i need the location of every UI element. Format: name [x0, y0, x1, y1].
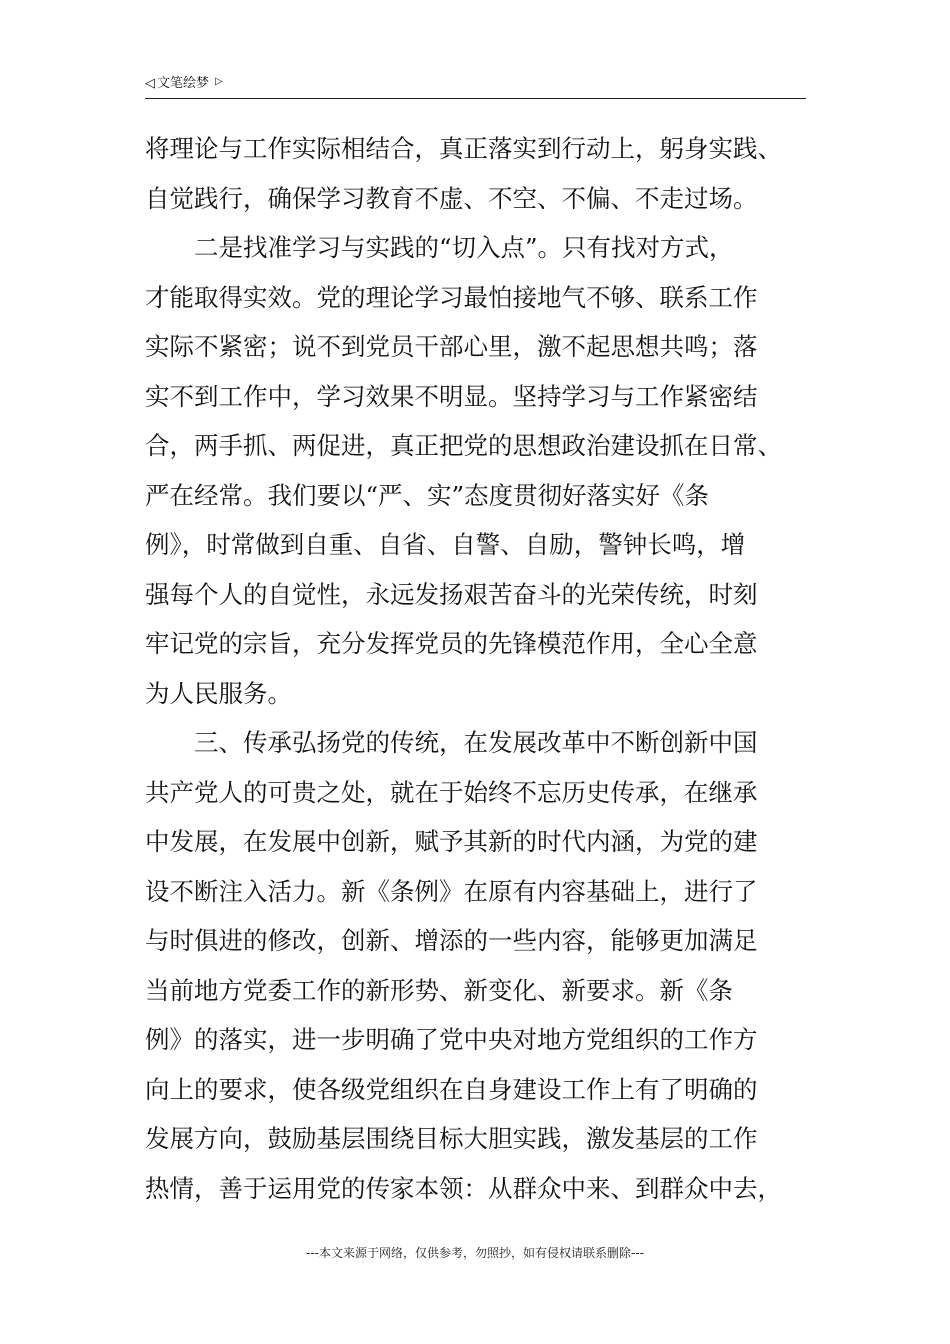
text-line: 严在经常。我们要以“严、实”态度贯彻好落实好《条	[145, 480, 710, 510]
text-line: 才能取得实效。党的理论学习最怕接地气不够、联系工作	[145, 282, 758, 312]
page-header	[145, 74, 806, 99]
text-line: 例》的落实，进一步明确了党中央对地方党组织的工作方	[145, 1025, 758, 1054]
text-line: 二是找准学习与实践的“切入点”。只有找对方式，	[145, 233, 734, 262]
text-line: 将理论与工作实际相结合，真正落实到行动上，躬身实践、	[145, 134, 782, 163]
text-line: 向上的要求，使各级党组织在自身建设工作上有了明确的	[145, 1074, 758, 1104]
document-body	[145, 124, 821, 1213]
text-line: 为人民服务。	[145, 678, 292, 708]
text-line: 热情，善于运用党的传家本领：从群众中来、到群众中去，	[145, 1173, 782, 1203]
text-line: 三、传承弘扬党的传统，在发展改革中不断创新中国	[145, 728, 758, 757]
text-line: 当前地方党委工作的新形势、新变化、新要求。新《条	[145, 975, 733, 1005]
text-line: 中发展，在发展中创新，赋予其新的时代内涵，为党的建	[145, 827, 758, 856]
text-line: 牢记党的宗旨，充分发挥党员的先锋模范作用，全心全意	[145, 629, 758, 658]
page-footer: ---本文来源于网络，仅供参考，勿照抄，如有侵权请联系删除---	[306, 1246, 644, 1260]
text-line: 实际不紧密；说不到党员干部心里，激不起思想共鸣；落	[145, 332, 758, 361]
text-line: 设不断注入活力。新《条例》在原有内容基础上，进行了	[145, 876, 758, 906]
text-line: 自觉践行，确保学习教育不虚、不空、不偏、不走过场。	[145, 183, 758, 213]
triangle-left-icon: ◁	[145, 76, 155, 91]
text-line: 发展方向，鼓励基层围绕目标大胆实践，激发基层的工作	[145, 1124, 758, 1153]
text-line: 强每个人的自觉性，永远发扬艰苦奋斗的光荣传统，时刻	[145, 579, 758, 609]
text-line: 实不到工作中，学习效果不明显。坚持学习与工作紧密结	[145, 381, 758, 411]
text-line: 合，两手抓、两促进，真正把党的思想政治建设抓在日常、	[145, 431, 782, 460]
text-line: 与时俱进的修改，创新、增添的一些内容，能够更加满足	[145, 926, 758, 955]
text-line: 例》，时常做到自重、自省、自警、自励，警钟长鸣，增	[145, 530, 746, 559]
triangle-right-icon: ▷	[215, 76, 223, 87]
header-title: 文笔绘梦	[157, 76, 210, 91]
text-line: 共产党人的可贵之处，就在于始终不忘历史传承，在继承	[145, 777, 758, 807]
